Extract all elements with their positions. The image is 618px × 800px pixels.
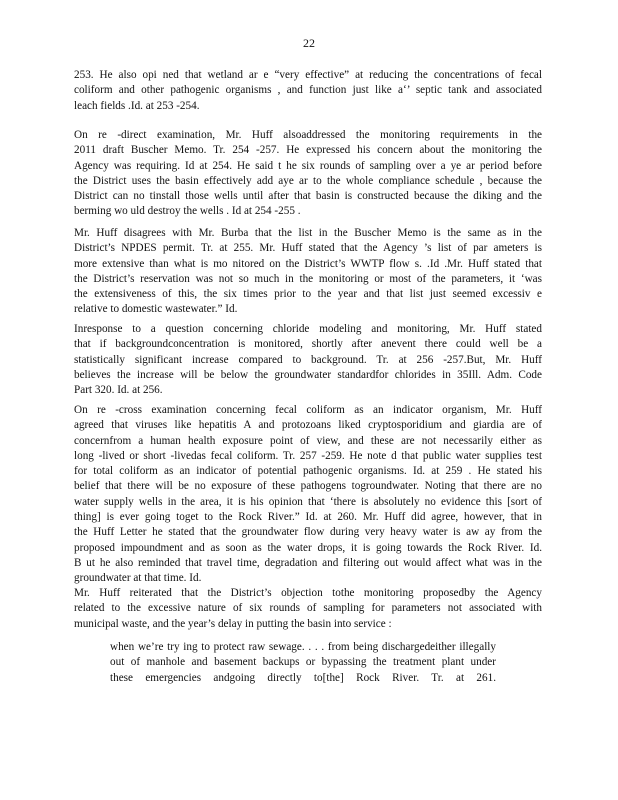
text-line: District can no tinstall those wells until after that basin is constructed because the diking and the (74, 190, 542, 203)
text-line: these emergencies andgoing directly to[the] Rock River. Tr. at 261. (110, 671, 496, 684)
text-line: groundwater at that time. Id. (74, 572, 202, 585)
text-line: On re -cross examination concerning fecal coliform as an indicator organism, Mr. Huff (74, 404, 542, 416)
text-line: Inresponse to a question concerning chloride modeling and monitoring, Mr. Huff stated (74, 323, 542, 335)
text-line: the District uses the basin effectively add aye ar to the whole compliance schedule , because the (74, 174, 542, 187)
paragraph-huff-disagrees (74, 226, 542, 318)
block-quote (110, 640, 496, 686)
text-line: long -lived or short -livedas fecal coliform. Tr. 257 -259. He note d that public water supplies test (74, 449, 542, 462)
text-line: water supply wells in the area, it is his opinion that ‘there is absolutely no evidence this [sort of (74, 495, 542, 508)
text-line: relative to domestic wastewater.” Id. (74, 303, 238, 316)
text-line: statistically significant increase compared to background. Tr. at 256 -257.But, Mr. Huff (74, 353, 542, 366)
paragraph-huff-reiterated (74, 586, 542, 632)
text-line: belief that there will be no exposure of these pathogens togroundwater. Noting that there are no (74, 480, 542, 493)
text-line: District’s NPDES permit. Tr. at 255. Mr. Huff stated that the Agency ’s list of par ameters is (74, 242, 542, 255)
paragraph-recross-examination (74, 403, 542, 587)
paragraph-redirect-examination (74, 128, 542, 220)
text-line: that if backgroundconcentration is monitored, shortly after anevent there could well be a (74, 338, 542, 351)
text-line: Mr. Huff reiterated that the District’s objection tothe monitoring proposedby the Agency (74, 587, 542, 599)
text-line: the extensiveness of this, the six times prior to the year and that list just seemed excessiv e (74, 288, 542, 301)
text-line: Part 320. Id. at 256. (74, 384, 163, 397)
text-line: 2011 draft Buscher Memo. Tr. 254 -257. He expressed his concern about the monitoring the (74, 144, 542, 157)
text-line: the District’s reservation was not so much in the monitoring or most of the parameters, it ‘was (74, 272, 542, 285)
text-line: the Huff Letter he stated that the groundwater flow during very heavy water is aw ay from the (74, 526, 542, 539)
text-line: coliform and other pathogenic organisms , and function just like a‘’ septic tank and associated (74, 84, 542, 97)
text-line: On re -direct examination, Mr. Huff alsoaddressed the monitoring requirements in the (74, 129, 542, 141)
text-line: believes the increase will be below the groundwater standardfor chlorides in 35Ill. Adm. Code (74, 368, 542, 381)
text-line: proposed impoundment and as soon as the water drops, it is going towards the Rock River. Id. (74, 541, 542, 554)
text-line: concernfrom a human health exposure point of view, and these are not necessarily either as (74, 434, 542, 447)
text-line: berming wo uld destroy the wells . Id at 254 -255 . (74, 205, 301, 218)
text-line: thing] is ever going toget to the Rock River.” Id. at 260. Mr. Huff did agree, however, that in (74, 511, 542, 524)
text-line: municipal waste, and the year’s delay in putting the basin into service : (74, 617, 392, 630)
text-line: more extensive than what is mo nitored on the District’s WWTP flow s. .Id .Mr. Huff stated that (74, 257, 542, 270)
text-line: out of manhole and basement backups or bypassing the treatment plant under (110, 656, 496, 669)
text-line: for total coliform as an indicator of potential pathogenic organisms. Id. at 259 . He stated his (74, 465, 542, 478)
text-line: related to the excessive nature of six rounds of sampling for parameters not associated with (74, 602, 542, 615)
text-line: leach fields .Id. at 253 -254. (74, 99, 200, 112)
paragraph-chloride-modeling (74, 322, 542, 398)
text-line: Mr. Huff disagrees with Mr. Burba that the list in the Buscher Memo is the same as in the (74, 227, 542, 239)
text-line: Agency was requiring. Id at 254. He said t he six rounds of sampling over a ye ar period before (74, 159, 542, 172)
text-line: when we’re try ing to protect raw sewage. . . . from being dischargedeither illegally (110, 641, 496, 653)
text-line: 253. He also opi ned that wetland ar e “very effective” at reducing the concentrations of fecal (74, 69, 542, 81)
text-line: B ut he also reminded that travel time, degradation and filtering out would affect what was in the (74, 556, 542, 569)
paragraph-wetland-effectiveness (74, 68, 542, 114)
text-line: agreed that viruses like hepatitis A and protozoans liked cryptosporidium and giardia are of (74, 419, 542, 432)
page-number: 22 (303, 36, 315, 50)
